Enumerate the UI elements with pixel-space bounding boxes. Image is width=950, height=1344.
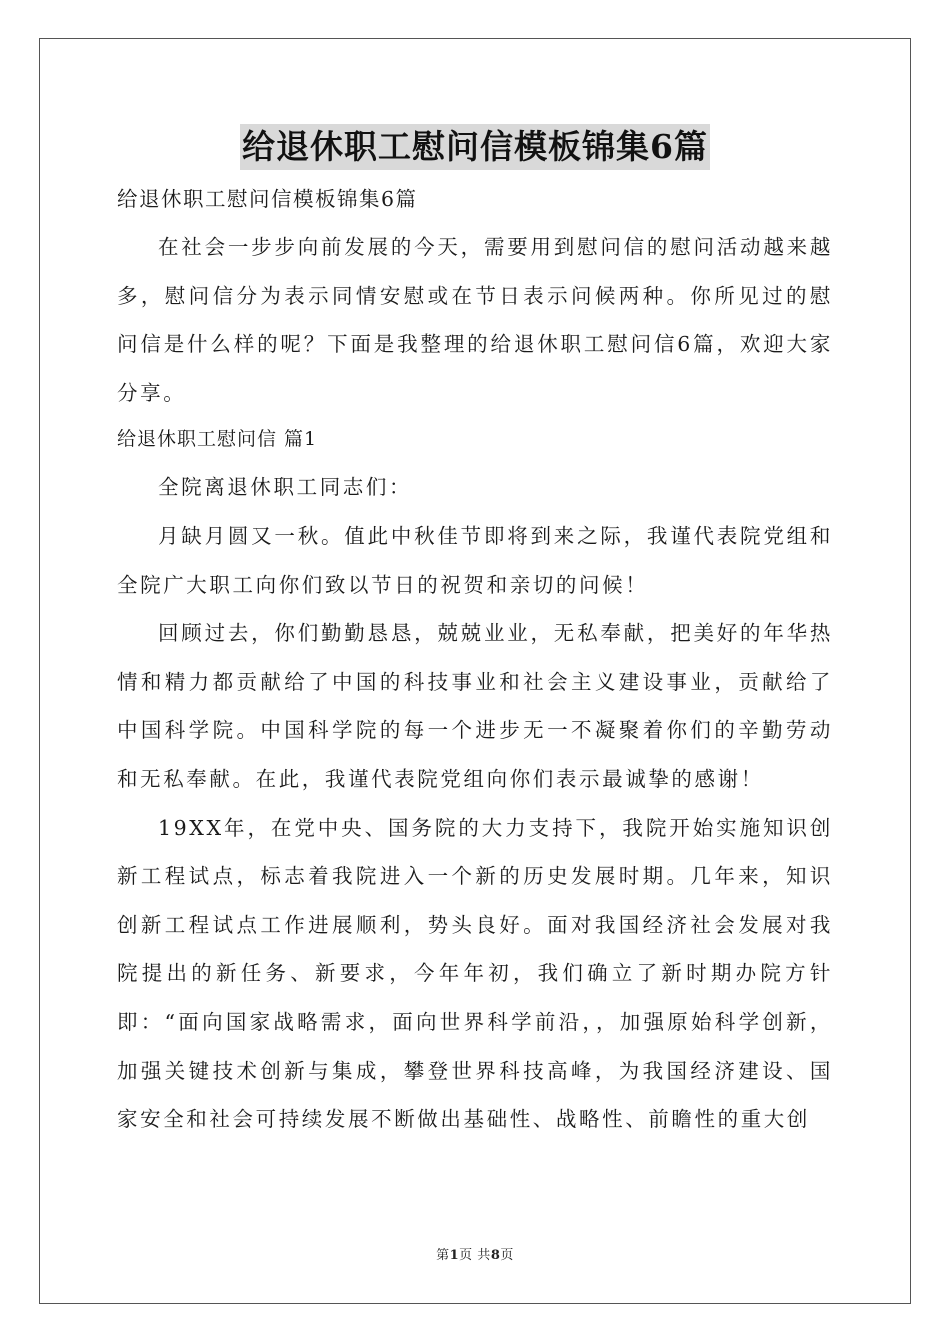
- page-suffix: 页: [500, 1248, 514, 1263]
- body-paragraph-2: 回顾过去，你们勤勤恳恳，兢兢业业，无私奉献，把美好的年华热情和精力都贡献给了中国的科技事业和社会主义建设事业，贡献给了中国科学院。中国科学院的每一个进步无一不凝聚着你们的辛勤劳动和无私奉献。在此，我谨代表院党组向你们表示最诚挚的感谢！: [117, 621, 833, 791]
- page-total: 8: [490, 1248, 501, 1263]
- intro-paragraph: 在社会一步步向前发展的今天，需要用到慰问信的慰问活动越来越多，慰问信分为表示同情安慰或在节日表示问候两种。你所见过的慰问信是什么样的呢？下面是我整理的给退休职工慰问信6篇，欢迎大家分享。: [117, 235, 833, 405]
- body-paragraph-1: 月缺月圆又一秋。值此中秋佳节即将到来之际，我谨代表院党组和全院广大职工向你们致以节日的祝贺和亲切的问候！: [117, 523, 833, 597]
- page-footer: [0, 1244, 950, 1263]
- salutation: 全院离退休职工同志们：: [158, 475, 413, 500]
- document-subtitle: 给退休职工慰问信模板锦集6篇: [117, 187, 418, 211]
- document-body: [117, 177, 837, 1144]
- page-prefix: 第: [436, 1248, 450, 1263]
- title-wrap: [0, 124, 950, 170]
- page-mid: 页 共: [459, 1248, 491, 1263]
- section-heading: 给退休职工慰问信 篇1: [117, 428, 318, 451]
- page-current: 1: [449, 1248, 460, 1263]
- body-paragraph-3: 19XX年，在党中央、国务院的大力支持下，我院开始实施知识创新工程试点，标志着我院进入一个新的历史发展时期。几年来，知识创新工程试点工作进展顺利，势头良好。面对我国经济社会发展对我院提出的新任务、新要求，今年年初，我们确立了新时期办院方针即：“面向国家战略需求，面向世界科学前沿，，加强原始科学创新，加强关键技术创新与集成，攀登世界科技高峰，为我国经济建设、国家安全和社会可持续发展不断做出基础性、战略性、前瞻性的重大创: [117, 815, 833, 1132]
- document-title: 给退休职工慰问信模板锦集6篇: [240, 124, 710, 170]
